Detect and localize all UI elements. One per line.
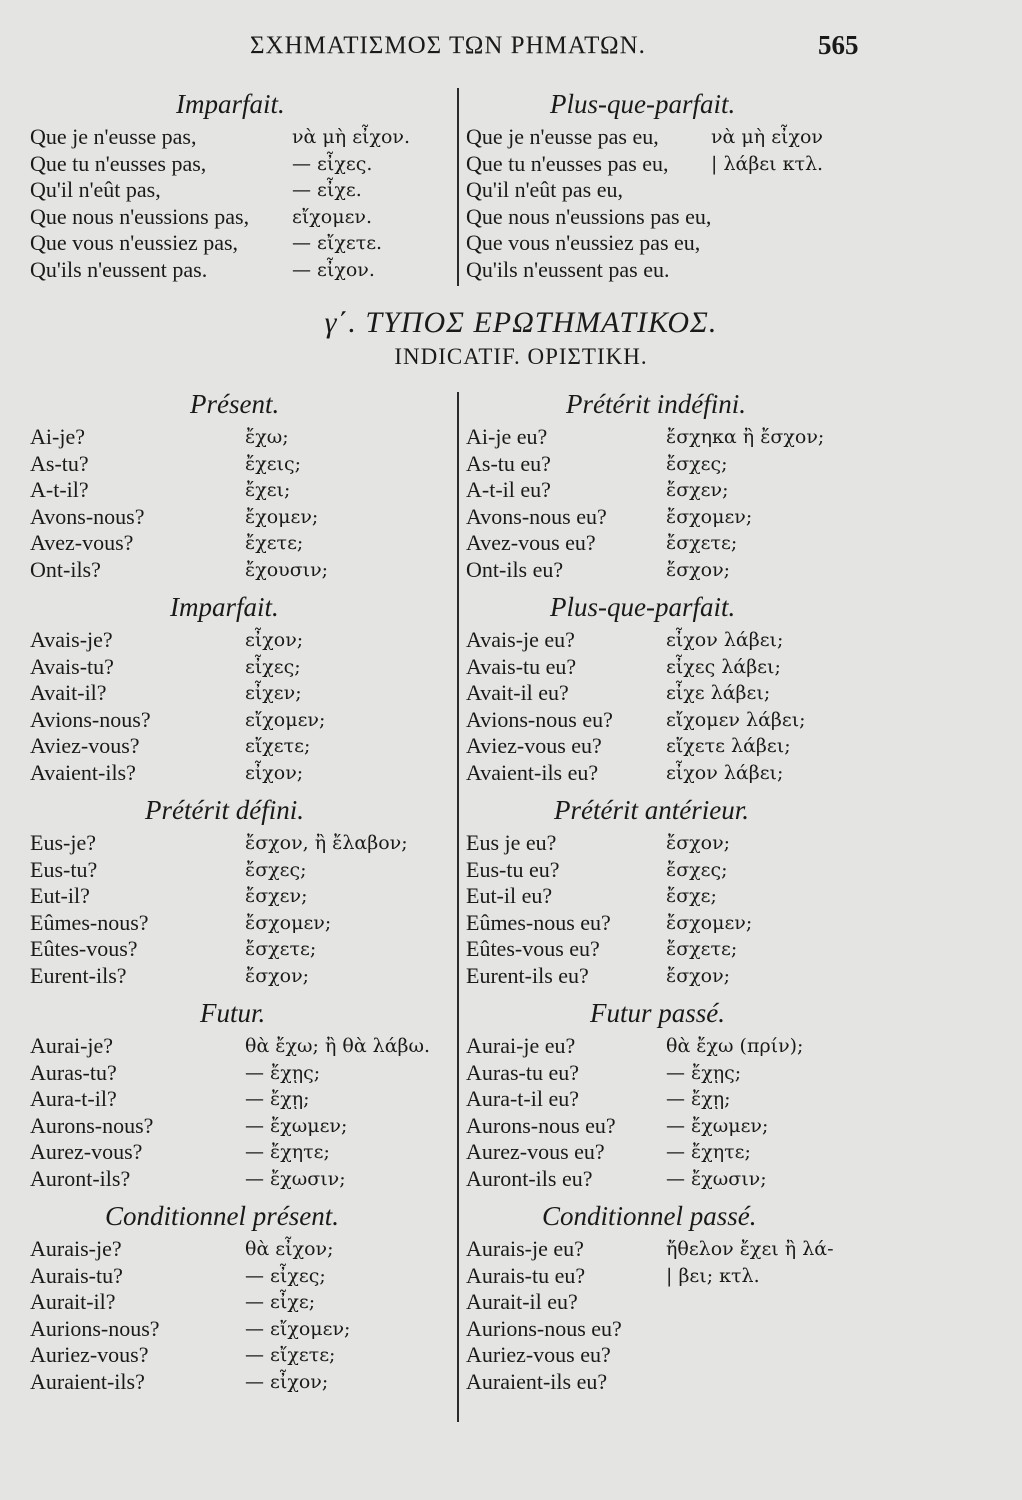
greek-form: νὰ μὴ εἶχον. xyxy=(292,126,411,148)
french-form: Que je n'eusse pas eu, xyxy=(466,124,659,149)
greek-form: ἔσχετε; xyxy=(245,938,317,960)
conjugation-row xyxy=(30,1060,455,1087)
greek-form: ἔσχον; xyxy=(666,832,731,854)
greek-form: — ἔχωμεν; xyxy=(666,1114,769,1137)
french-form: Auront-ils eu? xyxy=(466,1165,593,1191)
greek-form: — ἔχητε; xyxy=(666,1141,751,1163)
tense-section xyxy=(30,1196,455,1395)
conjugation-row xyxy=(30,883,455,910)
french-form: A-t-il? xyxy=(30,477,89,502)
french-form: Auriez-vous eu? xyxy=(466,1342,611,1367)
greek-form: ἔσχομεν; xyxy=(666,911,753,934)
greek-form: νὰ μὴ εἶχον xyxy=(711,126,823,148)
french-form: Eurent-ils eu? xyxy=(466,962,589,988)
tense-section xyxy=(466,1196,866,1395)
greek-form: — ἔχωσιν; xyxy=(245,1167,346,1190)
greek-form: | λάβει κτλ. xyxy=(711,152,824,175)
french-form: Eûmes-nous? xyxy=(30,909,149,935)
conjugation-row xyxy=(466,424,866,451)
conjugation-row xyxy=(466,830,866,857)
greek-form: ἔσχον; xyxy=(245,964,310,987)
french-form: Que tu n'eusses pas eu, xyxy=(466,150,669,176)
greek-form: — ἔχητε; xyxy=(245,1141,330,1163)
greek-form: ἔσχες; xyxy=(666,858,728,881)
french-form: Aura-t-il eu? xyxy=(466,1086,579,1111)
greek-form: — ἔχῃς; xyxy=(666,1061,742,1084)
greek-form: — εἴχετε. xyxy=(292,232,383,254)
french-form: Avais-tu eu? xyxy=(466,653,577,679)
french-form: Avaient-ils eu? xyxy=(466,759,599,785)
section-heading: Plus-que-parfait. xyxy=(550,89,736,119)
conjugation-list xyxy=(466,424,866,583)
french-form: As-tu? xyxy=(30,450,89,476)
conjugation-row xyxy=(30,1369,455,1396)
conjugation-row xyxy=(466,857,866,884)
top-right-column xyxy=(466,84,866,283)
french-form: Qu'il n'eût pas, xyxy=(30,177,161,202)
greek-form: — ἔχωσιν; xyxy=(666,1167,767,1190)
conjugation-row xyxy=(466,1166,866,1193)
type-title: γ΄. ΤΥΠΟΣ ΕΡΩΤΗΜΑΤΙΚΟΣ. xyxy=(324,306,718,339)
tense-section xyxy=(466,587,866,786)
french-form: Avais-tu? xyxy=(30,653,114,679)
french-form: Ai-je? xyxy=(30,424,85,449)
conjugation-row xyxy=(466,707,866,734)
greek-form: ἔσχομεν; xyxy=(666,505,753,528)
french-form: Qu'ils n'eussent pas. xyxy=(30,256,208,282)
french-form: Que je n'eusse pas, xyxy=(30,124,197,149)
column-rule xyxy=(457,392,459,1422)
greek-form: — ἔχῃ; xyxy=(666,1088,731,1110)
french-form: Aviez-vous? xyxy=(30,733,140,758)
section-heading: Plus-que-parfait. xyxy=(550,592,736,622)
greek-form: ἔχω; xyxy=(245,426,289,448)
french-form: Avait-il? xyxy=(30,680,107,705)
french-form: Eus-tu? xyxy=(30,856,98,882)
conjugation-row xyxy=(30,910,455,937)
greek-form: ἔσχον; xyxy=(666,964,731,987)
french-form: Avions-nous? xyxy=(30,706,151,732)
french-form: Avais-je eu? xyxy=(466,627,575,652)
french-form: Eus-tu eu? xyxy=(466,856,560,882)
conjugation-row xyxy=(30,1316,455,1343)
conjugation-row xyxy=(466,230,866,257)
conjugation-row xyxy=(30,151,455,178)
section-heading: Prétérit indéfini. xyxy=(566,389,746,419)
conjugation-row xyxy=(30,857,455,884)
greek-form: — ἔχωμεν; xyxy=(245,1114,348,1137)
greek-form: — εἴχετε; xyxy=(245,1344,336,1366)
conjugation-row xyxy=(466,1060,866,1087)
conjugation-list xyxy=(30,830,455,989)
greek-form: εἴχετε λάβει; xyxy=(666,735,791,757)
conjugation-row xyxy=(30,1139,455,1166)
section-heading: Imparfait. xyxy=(176,89,285,119)
conjugation-list xyxy=(466,830,866,989)
conjugation-row xyxy=(30,1263,455,1290)
conjugation-row xyxy=(466,936,866,963)
conjugation-row xyxy=(466,1342,866,1369)
greek-form: ἔχετε; xyxy=(245,532,304,554)
left-column xyxy=(30,384,455,1399)
greek-form: — ἔχῃ; xyxy=(245,1088,310,1110)
conjugation-list xyxy=(30,627,455,786)
greek-form: — εἴχομεν; xyxy=(245,1317,351,1340)
greek-form: ἔσχετε; xyxy=(666,938,738,960)
conjugation-row xyxy=(466,654,866,681)
french-form: Aurais-tu eu? xyxy=(466,1262,586,1288)
french-form: Aurai-je? xyxy=(30,1033,114,1058)
section-heading: Prétérit défini. xyxy=(145,795,304,825)
running-head xyxy=(0,32,1022,66)
conjugation-row xyxy=(466,1289,866,1316)
greek-form: ἔχεις; xyxy=(245,452,302,475)
section-heading: Futur passé. xyxy=(590,998,725,1028)
greek-form: εἴχετε; xyxy=(245,735,311,757)
french-form: Auraient-ils? xyxy=(30,1368,145,1394)
greek-form: εἶχον λάβει; xyxy=(666,629,784,651)
conjugation-row xyxy=(466,910,866,937)
conjugation-row xyxy=(30,733,455,760)
french-form: Qu'ils n'eussent pas eu. xyxy=(466,256,670,282)
french-form: Aura-t-il? xyxy=(30,1086,117,1111)
conjugation-row xyxy=(466,627,866,654)
tense-section xyxy=(30,993,455,1192)
conjugation-list xyxy=(466,627,866,786)
conjugation-row xyxy=(466,680,866,707)
conjugation-row xyxy=(30,1289,455,1316)
greek-form: ἔχομεν; xyxy=(245,505,319,528)
conjugation-row xyxy=(466,530,866,557)
conjugation-row xyxy=(30,204,455,231)
conjugation-row xyxy=(30,1166,455,1193)
tense-section xyxy=(30,790,455,989)
french-form: Aurons-nous? xyxy=(30,1112,154,1138)
greek-form: εἴχομεν. xyxy=(292,205,373,228)
conjugation-list xyxy=(30,124,455,283)
french-form: Aurez-vous? xyxy=(30,1139,143,1164)
conjugation-row xyxy=(466,883,866,910)
french-form: Auraient-ils eu? xyxy=(466,1368,608,1394)
french-form: Aurait-il? xyxy=(30,1289,116,1314)
section-heading: Imparfait. xyxy=(170,592,279,622)
column-rule xyxy=(457,88,459,286)
french-form: Avez-vous? xyxy=(30,530,134,555)
conjugation-list xyxy=(30,1236,455,1395)
french-form: Eut-il? xyxy=(30,883,90,908)
conjugation-list xyxy=(30,1033,455,1192)
conjugation-row xyxy=(30,654,455,681)
french-form: Que tu n'eusses pas, xyxy=(30,150,207,176)
mood-title: INDICATIF. ΟΡΙΣΤΙΚΗ. xyxy=(394,344,648,369)
french-form: Que vous n'eussiez pas, xyxy=(30,230,239,255)
french-form: Avaient-ils? xyxy=(30,759,136,785)
greek-form: ἤθελον ἔχει ἢ λά- xyxy=(666,1238,834,1260)
conjugation-row xyxy=(30,124,455,151)
french-form: Aurais-tu? xyxy=(30,1262,123,1288)
french-form: Eus-je? xyxy=(30,830,96,855)
conjugation-row xyxy=(466,1139,866,1166)
french-form: Auras-tu eu? xyxy=(466,1059,580,1085)
conjugation-list xyxy=(466,1033,866,1192)
greek-form: — εἶχες. xyxy=(292,152,373,175)
french-form: Aurons-nous eu? xyxy=(466,1112,616,1138)
greek-form: ἔχουσιν; xyxy=(245,558,329,581)
greek-form: εἶχε λάβει; xyxy=(666,682,771,704)
french-form: Aurions-nous eu? xyxy=(466,1315,622,1341)
conjugation-list xyxy=(466,124,866,283)
greek-form: εἶχον; xyxy=(245,761,304,784)
conjugation-row xyxy=(30,230,455,257)
greek-form: — εἶχε. xyxy=(292,179,362,201)
greek-form: εἶχον λάβει; xyxy=(666,761,784,784)
french-form: Que vous n'eussiez pas eu, xyxy=(466,230,701,255)
greek-form: θὰ ἔχω; ἢ θὰ λάβω. xyxy=(245,1035,431,1057)
tense-section xyxy=(466,790,866,989)
conjugation-row xyxy=(30,627,455,654)
conjugation-list xyxy=(30,424,455,583)
conjugation-row xyxy=(466,1369,866,1396)
french-form: Avons-nous? xyxy=(30,503,145,529)
french-form: Ont-ils? xyxy=(30,556,101,582)
tense-section xyxy=(466,384,866,583)
conjugation-row xyxy=(466,1263,866,1290)
greek-form: ἔσχες; xyxy=(666,452,728,475)
conjugation-row xyxy=(30,257,455,284)
conjugation-row xyxy=(30,451,455,478)
french-form: Avait-il eu? xyxy=(466,680,569,705)
greek-form: — εἶχε; xyxy=(245,1291,316,1313)
section-heading: Prétérit antérieur. xyxy=(554,795,749,825)
greek-form: — εἶχον. xyxy=(292,258,375,281)
french-form: Avais-je? xyxy=(30,627,113,652)
greek-form: εἶχες λάβει; xyxy=(666,655,781,678)
greek-form: εἶχεν; xyxy=(245,682,302,704)
section-heading: Présent. xyxy=(190,389,280,419)
section-heading: Conditionnel présent. xyxy=(105,1201,339,1231)
conjugation-row xyxy=(466,963,866,990)
french-form: Aurai-je eu? xyxy=(466,1033,576,1058)
right-column xyxy=(466,384,866,1399)
french-form: Aviez-vous eu? xyxy=(466,733,602,758)
french-form: Eûtes-vous eu? xyxy=(466,936,600,961)
conjugation-row xyxy=(466,1236,866,1263)
french-form: Avions-nous eu? xyxy=(466,706,613,732)
greek-form: ἔσχηκα ἢ ἔσχον; xyxy=(666,426,825,448)
conjugation-row xyxy=(466,1086,866,1113)
greek-form: ἔσχον; xyxy=(666,558,731,581)
conjugation-row xyxy=(466,1316,866,1343)
conjugation-row xyxy=(466,504,866,531)
conjugation-row xyxy=(30,707,455,734)
conjugation-row xyxy=(466,177,866,204)
conjugation-row xyxy=(30,1113,455,1140)
french-form: Qu'il n'eût pas eu, xyxy=(466,177,624,202)
french-form: Eûmes-nous eu? xyxy=(466,909,611,935)
greek-form: — εἶχες; xyxy=(245,1264,326,1287)
conjugation-row xyxy=(466,124,866,151)
french-form: Que nous n'eussions pas, xyxy=(30,203,250,229)
greek-form: εἴχομεν λάβει; xyxy=(666,708,806,731)
tense-section xyxy=(30,384,455,583)
french-form: Avez-vous eu? xyxy=(466,530,596,555)
greek-form: ἔχει; xyxy=(245,479,291,501)
conjugation-row xyxy=(30,680,455,707)
french-form: Avons-nous eu? xyxy=(466,503,607,529)
conjugation-row xyxy=(30,1236,455,1263)
french-form: Eut-il eu? xyxy=(466,883,553,908)
french-form: Ai-je eu? xyxy=(466,424,548,449)
conjugation-row xyxy=(466,257,866,284)
conjugation-row xyxy=(30,177,455,204)
french-form: As-tu eu? xyxy=(466,450,551,476)
french-form: Eurent-ils? xyxy=(30,962,127,988)
conjugation-row xyxy=(30,1086,455,1113)
conjugation-row xyxy=(30,424,455,451)
conjugation-row xyxy=(466,1113,866,1140)
tense-section xyxy=(30,587,455,786)
french-form: Que nous n'eussions pas eu, xyxy=(466,203,712,229)
conjugation-row xyxy=(466,557,866,584)
section-heading: Futur. xyxy=(200,998,266,1028)
page-number: 565 xyxy=(818,30,859,60)
greek-form: ἔσχεν; xyxy=(245,885,308,907)
greek-form: ἔσχες; xyxy=(245,858,307,881)
greek-form: ἔσχε; xyxy=(666,885,717,907)
greek-form: ἔσχεν; xyxy=(666,479,729,501)
conjugation-row xyxy=(466,151,866,178)
french-form: A-t-il eu? xyxy=(466,477,551,502)
section-heading: Conditionnel passé. xyxy=(542,1201,757,1231)
french-form: Eûtes-vous? xyxy=(30,936,138,961)
greek-form: εἴχομεν; xyxy=(245,708,326,731)
conjugation-row xyxy=(30,504,455,531)
running-title: ΣΧΗΜΑΤΙΣΜΟΣ ΤΩΝ ΡΗΜΑΤΩΝ. xyxy=(250,32,646,59)
tense-section xyxy=(466,993,866,1192)
greek-form: εἶχες; xyxy=(245,655,301,678)
conjugation-row xyxy=(30,530,455,557)
french-form: Eus je eu? xyxy=(466,830,557,855)
conjugation-row xyxy=(30,557,455,584)
conjugation-row xyxy=(30,1033,455,1060)
conjugation-row xyxy=(466,1033,866,1060)
greek-form: — ἔχῃς; xyxy=(245,1061,321,1084)
conjugation-row xyxy=(30,830,455,857)
greek-form: — εἶχον; xyxy=(245,1370,329,1393)
french-form: Aurions-nous? xyxy=(30,1315,160,1341)
french-form: Aurez-vous eu? xyxy=(466,1139,605,1164)
conjugation-row xyxy=(30,936,455,963)
conjugation-row xyxy=(30,760,455,787)
french-form: Auras-tu? xyxy=(30,1059,117,1085)
greek-form: θὰ εἶχον; xyxy=(245,1238,334,1260)
french-form: Auront-ils? xyxy=(30,1165,131,1191)
greek-form: | βει; κτλ. xyxy=(666,1264,760,1287)
greek-form: εἶχον; xyxy=(245,629,304,651)
french-form: Auriez-vous? xyxy=(30,1342,149,1367)
greek-form: θὰ ἔχω (πρίν); xyxy=(666,1035,804,1057)
conjugation-row xyxy=(30,477,455,504)
conjugation-row xyxy=(466,760,866,787)
top-left-column xyxy=(30,84,455,283)
conjugation-row xyxy=(30,1342,455,1369)
conjugation-row xyxy=(466,733,866,760)
conjugation-list xyxy=(466,1236,866,1395)
french-form: Aurais-je eu? xyxy=(466,1236,584,1261)
french-form: Aurais-je? xyxy=(30,1236,122,1261)
conjugation-row xyxy=(466,477,866,504)
greek-form: ἔσχον, ἢ ἔλαβον; xyxy=(245,832,408,854)
french-form: Aurait-il eu? xyxy=(466,1289,578,1314)
french-form: Ont-ils eu? xyxy=(466,556,564,582)
greek-form: ἔσχομεν; xyxy=(245,911,332,934)
conjugation-row xyxy=(30,963,455,990)
greek-form: ἔσχετε; xyxy=(666,532,738,554)
conjugation-row xyxy=(466,204,866,231)
conjugation-row xyxy=(466,451,866,478)
